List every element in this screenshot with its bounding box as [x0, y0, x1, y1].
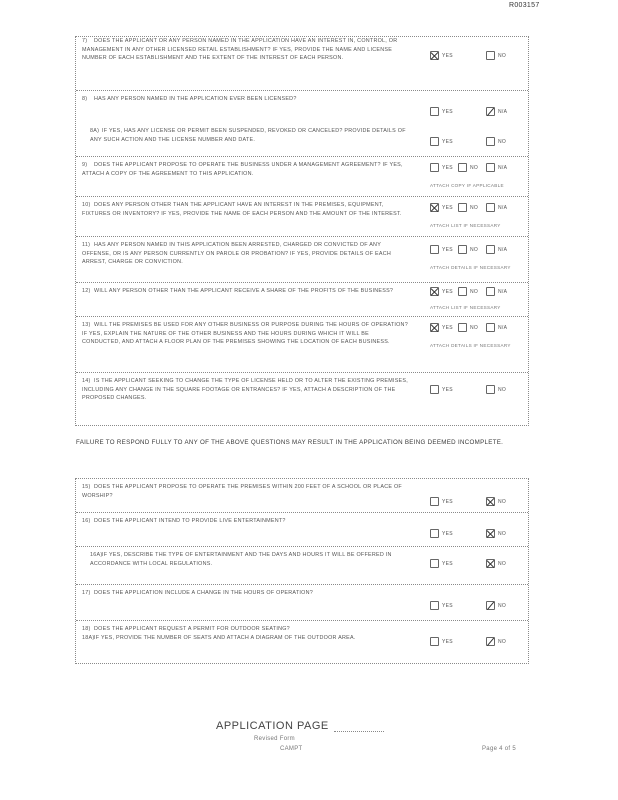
no-option[interactable]: NO: [458, 203, 478, 212]
no-checkbox[interactable]: [458, 163, 467, 172]
yes-option[interactable]: YES: [430, 637, 453, 646]
question-text: 16) DOES THE APPLICANT INTEND TO PROVIDE LIVE ENTERTAINMENT?: [82, 518, 286, 524]
yes-option[interactable]: YES: [430, 107, 453, 116]
yes-checkbox[interactable]: [430, 385, 439, 394]
questions-section-1: [75, 36, 529, 426]
incomplete-warning: FAILURE TO RESPOND FULLY TO ANY OF THE ABOVE QUESTIONS MAY RESULT IN THE APPLICATION BEING DEEMED INCOMPLETE.: [76, 439, 504, 446]
yes-option[interactable]: YES: [430, 203, 453, 212]
no-checkbox[interactable]: [486, 637, 495, 646]
question-row-13: [76, 317, 528, 373]
na-checkbox[interactable]: [486, 163, 495, 172]
no-option[interactable]: NO: [486, 385, 506, 394]
no-checkbox[interactable]: [486, 107, 495, 116]
na-checkbox[interactable]: [486, 245, 495, 254]
yes-checkbox[interactable]: [430, 637, 439, 646]
no-option[interactable]: NO: [486, 637, 506, 646]
question-row-14: [76, 373, 528, 425]
question-text: 8A) IF YES, HAS ANY LICENSE OR PERMIT BEEN SUSPENDED, REVOKED OR CANCELED? PROVIDE DETAILS OF ANY SUCH ACTION AND THE LICENSE NUMBER AND DATE.: [90, 128, 406, 143]
no-checkbox[interactable]: [486, 601, 495, 610]
yes-checkbox[interactable]: [430, 245, 439, 254]
question-text: 8) HAS ANY PERSON NAMED IN THE APPLICATION EVER BEEN LICENSED?: [82, 96, 297, 102]
question-text: 14) IS THE APPLICANT SEEKING TO CHANGE THE TYPE OF LICENSE HELD OR TO ALTER THE EXISTING PREMISES, INCLUDING ANY CHANGE IN THE SQUARE FOOTAGE OR ENTRANCES? IF YES, ATTACH A DESCRIPTION OF THE PROPOSED CHANGES.: [82, 378, 408, 402]
na-option[interactable]: N/A: [486, 163, 507, 172]
question-text: 9) DOES THE APPLICANT PROPOSE TO OPERATE THE BUSINESS UNDER A MANAGEMENT AGREEMENT? IF YES, ATTACH A COPY OF THE AGREEMENT TO THIS APPLICATION.: [82, 162, 403, 177]
yes-checkbox[interactable]: [430, 529, 439, 538]
no-checkbox[interactable]: [486, 497, 495, 506]
question-text: 12) WILL ANY PERSON OTHER THAN THE APPLICANT RECEIVE A SHARE OF THE PROFITS OF THE BUSINESS?: [82, 288, 394, 294]
no-checkbox[interactable]: [458, 245, 467, 254]
question-row-16: [76, 513, 528, 547]
no-option[interactable]: NO: [486, 51, 506, 60]
question-text: 16A)IF YES, DESCRIBE THE TYPE OF ENTERTAINMENT AND THE DAYS AND HOURS IT WILL BE OFFERED IN ACCORDANCE WITH LOCAL REGULATIONS.: [90, 552, 392, 567]
question-row-11: [76, 237, 528, 283]
yes-checkbox[interactable]: [430, 323, 439, 332]
no-option[interactable]: NO: [458, 287, 478, 296]
yes-option[interactable]: YES: [430, 287, 453, 296]
page-number: Page 4 of 5: [482, 746, 516, 752]
question-row-18: [76, 621, 528, 663]
na-option[interactable]: N/A: [486, 203, 507, 212]
yes-checkbox[interactable]: [430, 51, 439, 60]
na-checkbox[interactable]: [486, 287, 495, 296]
question-text: 17) DOES THE APPLICATION INCLUDE A CHANGE IN THE HOURS OF OPERATION?: [82, 590, 313, 596]
no-option[interactable]: NO: [458, 323, 478, 332]
question-text: 10) DOES ANY PERSON OTHER THAN THE APPLICANT HAVE AN INTEREST IN THE PREMISES, EQUIPMENT, FIXTURES OR INVENTORY? IF YES, PROVIDE THE NAME OF EACH PERSON AND THE AMOUNT OF THE INTEREST.: [82, 202, 402, 217]
document-id: R003157: [509, 2, 540, 9]
no-checkbox[interactable]: [486, 559, 495, 568]
yes-option[interactable]: YES: [430, 323, 453, 332]
attachment-note: ATTACH LIST IF NECESSARY: [430, 305, 501, 310]
no-option[interactable]: NO: [486, 137, 506, 146]
no-option[interactable]: N/A: [486, 107, 507, 116]
yes-option[interactable]: YES: [430, 601, 453, 610]
no-option[interactable]: NO: [486, 529, 506, 538]
questions-section-2: [75, 478, 529, 664]
attachment-note: ATTACH DETAILS IF NECESSARY: [430, 343, 511, 348]
question-row-16a: [76, 547, 528, 585]
yes-option[interactable]: YES: [430, 245, 453, 254]
yes-option[interactable]: YES: [430, 385, 453, 394]
question-row-12: [76, 283, 528, 317]
no-checkbox[interactable]: [458, 287, 467, 296]
footer-code: CAMPT: [280, 746, 303, 752]
na-checkbox[interactable]: [486, 203, 495, 212]
yes-checkbox[interactable]: [430, 203, 439, 212]
no-option[interactable]: NO: [458, 163, 478, 172]
footer-underline: [334, 731, 384, 732]
question-text: 18) DOES THE APPLICANT REQUEST A PERMIT FOR OUTDOOR SEATING? 18A)IF YES, PROVIDE THE NUMBER OF SEATS AND ATTACH A DIAGRAM OF THE OUTDOOR AREA.: [82, 626, 356, 641]
no-option[interactable]: NO: [486, 601, 506, 610]
question-text: 15) DOES THE APPLICANT PROPOSE TO OPERATE THE PREMISES WITHIN 200 FEET OF A SCHOOL OR PLACE OF WORSHIP?: [82, 484, 402, 499]
yes-checkbox[interactable]: [430, 559, 439, 568]
no-checkbox[interactable]: [486, 385, 495, 394]
footer-subtitle: Revised Form: [254, 736, 295, 742]
footer-title: APPLICATION PAGE: [216, 720, 329, 732]
no-option[interactable]: NO: [458, 245, 478, 254]
yes-checkbox[interactable]: [430, 287, 439, 296]
no-checkbox[interactable]: [486, 137, 495, 146]
yes-checkbox[interactable]: [430, 163, 439, 172]
yes-option[interactable]: YES: [430, 559, 453, 568]
na-option[interactable]: N/A: [486, 287, 507, 296]
yes-option[interactable]: YES: [430, 137, 453, 146]
no-checkbox[interactable]: [458, 203, 467, 212]
question-text: 11) HAS ANY PERSON NAMED IN THIS APPLICATION BEEN ARRESTED, CHARGED OR CONVICTED OF ANY OFFENSE, OR IS ANY PERSON CURRENTLY ON PAROLE OR PROBATION? IF YES, PROVIDE DETAILS OF EACH ARREST, CHARGE OR CONVICTION.: [82, 242, 392, 266]
yes-option[interactable]: YES: [430, 497, 453, 506]
yes-checkbox[interactable]: [430, 107, 439, 116]
question-row-10: [76, 197, 528, 237]
attachment-note: ATTACH DETAILS IF NECESSARY: [430, 265, 511, 270]
yes-checkbox[interactable]: [430, 497, 439, 506]
yes-option[interactable]: YES: [430, 51, 453, 60]
question-text: 13) WILL THE PREMISES BE USED FOR ANY OTHER BUSINESS OR PURPOSE DURING THE HOURS OF OPERATION? IF YES, EXPLAIN THE NATURE OF THE OTHER BUSINESS AND THE HOURS DURING WHICH IT WILL BE CONDUCTED, AND ATTACH A FLOOR PLAN OF THE PREMISES SHOWING THE LOCATION OF EACH BUSINESS.: [82, 322, 408, 346]
no-option[interactable]: NO: [486, 497, 506, 506]
question-row-17: [76, 585, 528, 621]
attachment-note: ATTACH LIST IF NECESSARY: [430, 223, 501, 228]
no-checkbox[interactable]: [458, 323, 467, 332]
no-checkbox[interactable]: [486, 51, 495, 60]
question-row-15: [76, 479, 528, 513]
attachment-note: ATTACH COPY IF APPLICABLE: [430, 183, 504, 188]
na-checkbox[interactable]: [486, 323, 495, 332]
no-checkbox[interactable]: [486, 529, 495, 538]
question-row-8: [76, 91, 528, 157]
question-row-7: [76, 37, 528, 91]
no-option[interactable]: NO: [486, 559, 506, 568]
na-option[interactable]: N/A: [486, 323, 507, 332]
yes-checkbox[interactable]: [430, 601, 439, 610]
na-option[interactable]: N/A: [486, 245, 507, 254]
yes-option[interactable]: YES: [430, 529, 453, 538]
question-text: 7) DOES THE APPLICANT OR ANY PERSON NAMED IN THE APPLICATION HAVE AN INTEREST IN, CONTROL, OR MANAGEMENT IN ANY OTHER LICENSED RETAIL ESTABLISHMENT? IF YES, PROVIDE THE NAME AND LICENSE NUMBER OF EACH ESTABLISHMENT AND THE EXTENT OF THE INTEREST OF EACH PERSON.: [82, 38, 398, 62]
yes-checkbox[interactable]: [430, 137, 439, 146]
yes-option[interactable]: YES: [430, 163, 453, 172]
question-row-9: [76, 157, 528, 197]
